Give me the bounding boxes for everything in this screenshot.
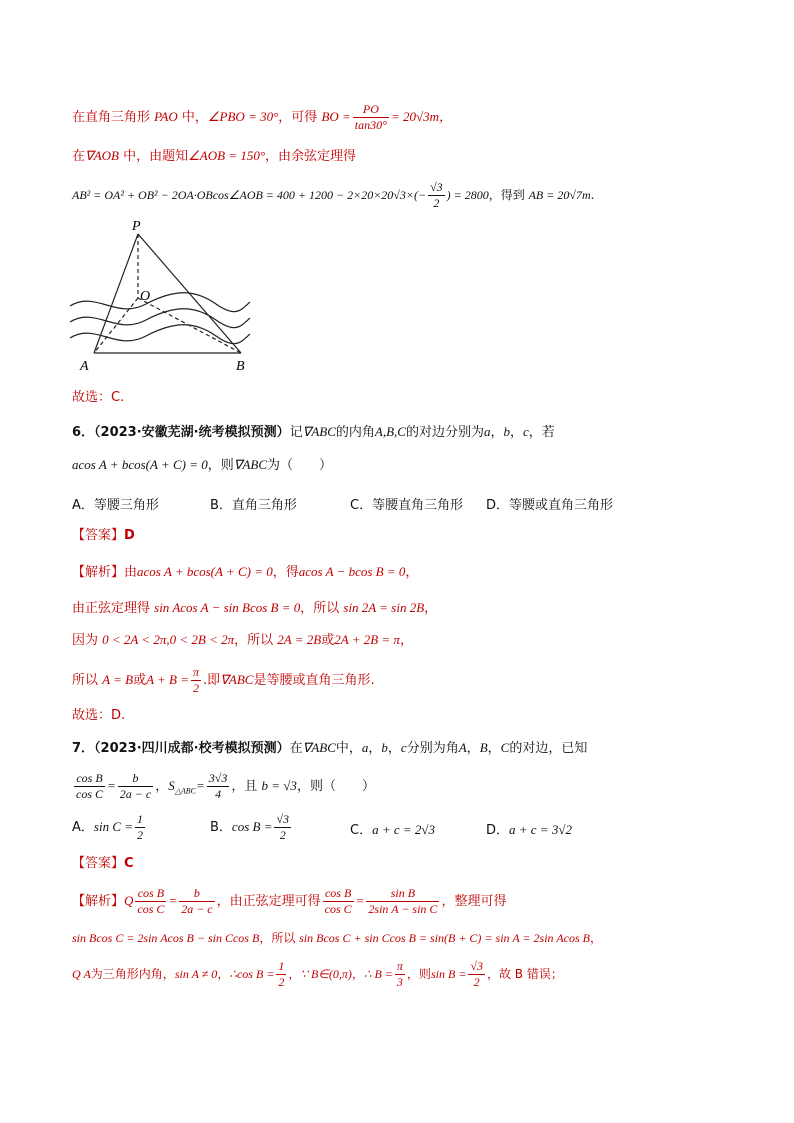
- denominator: 2a − c: [119, 787, 152, 801]
- text: 中，: [335, 741, 362, 756]
- math: a + c = 3√2: [509, 822, 572, 837]
- math: a + c = 2√3: [372, 822, 436, 837]
- math: ∇ABC: [302, 424, 336, 439]
- denominator: 2: [193, 681, 200, 695]
- math: =: [107, 778, 116, 793]
- text: ，由余弦定理得: [265, 149, 357, 164]
- text: ，则: [207, 458, 234, 473]
- text: ，由正弦定理可得: [216, 894, 321, 909]
- text: 中，由题知: [118, 149, 189, 164]
- text: 为三角形内角，: [90, 967, 175, 981]
- math: PAO: [154, 109, 178, 124]
- solution-line-bo: [72, 102, 452, 133]
- numerator: cos B: [135, 886, 166, 902]
- fraction: [276, 959, 286, 990]
- question-source: （2023·四川成都·校考模拟预测）: [94, 741, 290, 756]
- text: 在: [289, 741, 303, 756]
- text: 在: [72, 149, 86, 164]
- math: acos A − bcos B = 0: [298, 564, 406, 579]
- text: 为（ ）: [267, 458, 333, 473]
- math: AB² = OA² + OB² − 2OA·OBcos∠AOB = 400 + 1200 − 2×20×20√3×(−: [72, 188, 427, 202]
- text: ，: [405, 565, 419, 580]
- option-letter: A．: [72, 820, 94, 835]
- text: 由正弦定理得: [72, 601, 155, 616]
- option-label: C．等腰直角三角形: [350, 498, 464, 513]
- text: .即: [203, 673, 221, 688]
- text: ，得: [272, 565, 299, 580]
- text: 的对边分别为: [405, 425, 484, 440]
- answer-value: D: [124, 528, 135, 543]
- fraction: [274, 812, 291, 843]
- math: ∵ B∈(0,π): [300, 967, 352, 981]
- wave-line: [70, 325, 250, 344]
- math: ∴cos B =: [229, 967, 275, 981]
- analysis-6-line-4: [72, 665, 375, 696]
- edge-oa: [94, 298, 138, 353]
- math: acos A + bcos(A + C) = 0: [72, 457, 208, 472]
- analysis-6-line-1: [72, 562, 418, 583]
- question-6: [72, 422, 555, 443]
- text: ，若: [528, 425, 555, 440]
- denominator: 2: [473, 975, 480, 989]
- math: a: [483, 424, 491, 439]
- wave-line: [70, 309, 250, 328]
- text: 或: [133, 673, 147, 688]
- wave-line: [70, 293, 250, 312]
- math: 2A = 2B: [277, 632, 322, 647]
- option-letter: C．: [350, 823, 373, 838]
- option-c[interactable]: [350, 819, 435, 838]
- denominator: 2sin A − sin C: [368, 902, 438, 916]
- math: =: [355, 893, 365, 908]
- math: AB = 20√7m: [528, 188, 591, 202]
- numerator: π: [396, 959, 403, 973]
- option-b[interactable]: [210, 494, 297, 513]
- fraction: [353, 102, 389, 133]
- analysis-7-line-3: [72, 956, 563, 992]
- label-o: O: [140, 289, 151, 304]
- fraction: [207, 771, 230, 802]
- label-b: B: [236, 359, 245, 374]
- option-label: A．等腰三角形: [72, 498, 159, 513]
- option-label: D．等腰或直角三角形: [486, 498, 614, 513]
- numerator: sin B: [366, 886, 439, 902]
- math: sin Bcos C + sin Ccos B = sin(B + C) = sin A = 2sin Acos B: [299, 931, 590, 945]
- text: 在直角三角形: [72, 110, 155, 125]
- answer-label: 【答案】: [72, 528, 125, 543]
- label-a: A: [80, 359, 89, 374]
- text: ，所以: [300, 601, 344, 616]
- text: 分别为角: [406, 741, 459, 756]
- fraction: [323, 886, 354, 917]
- denominator: 2: [433, 196, 440, 210]
- option-letter: B．: [210, 820, 232, 835]
- numerator: 1: [137, 812, 144, 826]
- numerator: √3: [470, 959, 483, 973]
- question-7-line-2: [72, 768, 375, 810]
- solution-line-cosine-law: [72, 180, 594, 211]
- denominator: tan30°: [354, 118, 387, 132]
- label-p: P: [132, 219, 141, 234]
- text: 故选：C.: [72, 390, 125, 405]
- text: ，: [589, 931, 602, 945]
- math: B: [479, 740, 488, 755]
- math: ∇ABC: [220, 672, 254, 687]
- fraction: [395, 959, 405, 990]
- fraction: [74, 771, 105, 802]
- text: ，: [399, 633, 413, 648]
- analysis-7-line-1: [72, 884, 506, 919]
- text: 或: [321, 633, 335, 648]
- math: C: [500, 740, 510, 755]
- denominator: 3: [396, 975, 403, 989]
- math: A,B,C: [374, 424, 406, 439]
- numerator: √3: [430, 180, 443, 194]
- question-number: 7．: [72, 741, 95, 756]
- math: 0 < 2A < 2π,0 < 2B < 2π: [102, 632, 235, 647]
- math: ) = 2800: [446, 188, 489, 202]
- math: c: [523, 424, 529, 439]
- math: Q: [72, 967, 84, 981]
- text: ，: [217, 967, 230, 981]
- answer-choice: [72, 706, 125, 726]
- option-d[interactable]: [486, 819, 572, 838]
- math: b = √3: [261, 778, 297, 793]
- text: ，则: [406, 967, 431, 981]
- text: ，故 B 错误；: [486, 967, 563, 981]
- text: ，: [487, 741, 501, 756]
- math: BO =: [321, 109, 351, 124]
- denominator: 2: [278, 975, 285, 989]
- math: = 20√3m，: [390, 109, 452, 124]
- text: 记: [289, 425, 303, 440]
- text: ，所以: [259, 931, 300, 945]
- fraction: [428, 180, 445, 211]
- solution-line-aob: [72, 146, 356, 167]
- fraction: [118, 771, 153, 802]
- option-b[interactable]: [210, 812, 293, 843]
- text: 的对边，已知: [509, 741, 588, 756]
- denominator: cos C: [76, 787, 103, 801]
- math: S: [168, 778, 175, 793]
- answer-7: [72, 854, 134, 874]
- option-a[interactable]: [72, 494, 159, 513]
- numerator: √3: [276, 812, 290, 826]
- answer-choice: [72, 388, 124, 408]
- text: .: [590, 188, 595, 202]
- math: A = B: [102, 672, 134, 687]
- denominator: 4: [215, 787, 222, 801]
- numerator: cos B: [74, 771, 105, 787]
- question-6-line-2: [72, 455, 332, 476]
- denominator: cos C: [137, 902, 165, 916]
- math: sin B =: [430, 967, 467, 981]
- answer-value: C: [124, 856, 134, 871]
- numerator: cos B: [323, 886, 354, 902]
- text: 由: [124, 565, 138, 580]
- text: 的内角: [335, 425, 375, 440]
- analysis-6-line-2: [72, 598, 437, 619]
- text: ，: [490, 425, 504, 440]
- numerator: b: [179, 886, 214, 902]
- math: A + B =: [146, 672, 190, 687]
- text: 故选：D.: [72, 708, 126, 723]
- edge-pb: [138, 234, 241, 353]
- math: sin Bcos C = 2sin Acos B − sin Ccos B: [72, 931, 260, 945]
- fraction: [191, 665, 201, 696]
- edge-pa: [94, 234, 138, 353]
- option-a[interactable]: [72, 812, 147, 843]
- analysis-label: 【解析】: [72, 565, 125, 580]
- fraction: [135, 812, 145, 843]
- math: b: [381, 740, 388, 755]
- math: ∇ABC: [302, 740, 336, 755]
- question-source: （2023·安徽芜湖·统考模拟预测）: [94, 425, 290, 440]
- math: sin C =: [93, 819, 134, 834]
- math: A: [458, 740, 467, 755]
- math: sin 2A = sin 2B: [343, 600, 425, 615]
- pyramid-figure: [66, 218, 256, 378]
- option-d[interactable]: [486, 494, 613, 513]
- fraction: [468, 959, 485, 990]
- math: acos A + bcos(A + C) = 0: [137, 564, 273, 579]
- text: 是等腰或直角三角形.: [253, 673, 375, 688]
- answer-label: 【答案】: [72, 856, 125, 871]
- fraction: [366, 886, 439, 917]
- math: A: [83, 967, 91, 981]
- analysis-6-line-3: [72, 630, 413, 651]
- math: ∇ABC: [233, 457, 267, 472]
- text: ，: [387, 741, 401, 756]
- math: Q: [124, 893, 134, 908]
- text: ，所以: [234, 633, 278, 648]
- text: ，: [288, 967, 301, 981]
- math: 2A + 2B = π: [334, 632, 400, 647]
- text: ，整理可得: [441, 894, 507, 909]
- math: cos B =: [231, 819, 273, 834]
- analysis-7-line-2: [72, 928, 602, 948]
- math: ∠PBO = 30°: [207, 109, 279, 124]
- option-letter: D．: [486, 823, 510, 838]
- text: 所以: [72, 673, 103, 688]
- math: =: [168, 893, 178, 908]
- text: 中，: [177, 110, 208, 125]
- text: ，则（ ）: [296, 779, 375, 794]
- denominator: 2a − c: [181, 902, 213, 916]
- numerator: 1: [278, 959, 285, 973]
- math: =: [196, 778, 205, 793]
- analysis-label: 【解析】: [72, 894, 125, 909]
- math: a: [361, 740, 369, 755]
- option-label: B．直角三角形: [210, 498, 297, 513]
- numerator: b: [118, 771, 153, 787]
- text: ，得到: [488, 188, 529, 202]
- fraction: [179, 886, 214, 917]
- text: ，可得: [278, 110, 322, 125]
- math: sin Acos A − sin Bcos B = 0: [154, 600, 301, 615]
- fraction: [135, 886, 166, 917]
- math: b: [503, 424, 510, 439]
- option-c[interactable]: [350, 494, 463, 513]
- numerator: PO: [353, 102, 389, 118]
- numerator: 3√3: [208, 771, 228, 785]
- math: c: [400, 740, 407, 755]
- question-number: 6．: [72, 425, 95, 440]
- math: △ABC: [174, 786, 196, 796]
- text: ，: [368, 741, 382, 756]
- question-7: [72, 738, 587, 759]
- math: ∴ B =: [363, 967, 393, 981]
- math: ∠AOB = 150°: [188, 148, 266, 163]
- text: ，: [466, 741, 480, 756]
- denominator: 2: [137, 828, 144, 842]
- math: sin A ≠ 0: [174, 967, 218, 981]
- text: ，: [351, 967, 364, 981]
- text: ，且: [231, 779, 262, 794]
- denominator: cos C: [324, 902, 352, 916]
- answer-6: [72, 526, 135, 546]
- text: ，: [509, 425, 523, 440]
- math: ∇AOB: [85, 148, 119, 163]
- numerator: π: [193, 665, 200, 679]
- denominator: 2: [279, 828, 286, 842]
- text: ，: [424, 601, 438, 616]
- text: 因为: [72, 633, 103, 648]
- text: ，: [155, 779, 169, 794]
